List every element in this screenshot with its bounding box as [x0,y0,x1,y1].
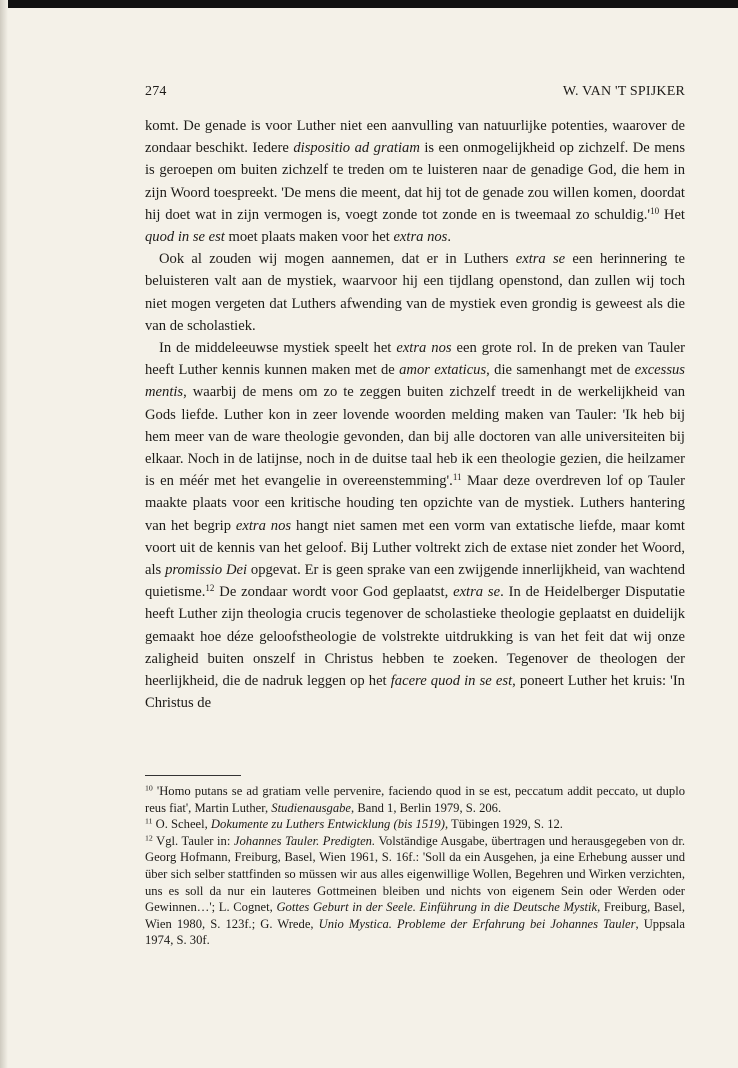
text-run: 'Homo putans se ad gratiam velle pervenire, faciendo quod in se est, peccatum addit peccato, ut duplo reus fiat', Martin Luther, [145,784,685,815]
text-run: De zondaar wordt voor God geplaatst, [214,584,454,601]
italic-term: extra nos [396,340,452,357]
text-run: , Tübingen 1929, S. 12. [444,817,563,832]
text-run: hangt niet samen met een vorm van extatische liefde, maar komt voort uit de kennis van het geloof. Bij Luther voltrekt zich de extase niet zonder het Woord, als [145,517,685,579]
text-run: , Band 1, Berlin 1979, S. 206. [351,800,502,815]
footnote-ref: 11 [145,816,153,826]
text-run: Maar deze overdreven lof op Tauler maakte plaats voor een kritische houding ten opzichte van de mystiek. Luthers hantering van het begrip [145,473,685,534]
footnote-ref: 12 [145,833,153,843]
text-run: Het [659,206,685,223]
italic-term: excessus mentis [145,362,685,401]
footnote-ref: 10 [145,783,153,793]
paragraph [145,115,685,248]
footnotes [145,783,685,949]
footnote [145,833,685,949]
italic-term: extra se [515,251,566,268]
text-run: Vgl. Tauler in: [152,833,234,848]
text-run: komt. De genade is voor Luther niet een aanvulling van natuurlijke potenties, waarover de zondaar beschikt. Iedere [145,118,685,157]
text-run: is een onmogelijkheid op zichzelf. De mens is geroepen om buiten zichzelf te treden om te luisteren naar de genadige God, die hem in zijn Woord toespreekt. 'De mens die meent, dat hij tot de genade zou willen komen, doordat hij doet wat in zijn vermogen is, voegt zonde tot zonde en is tweemaal zo schuldig.' [145,140,686,223]
text-run: Volständige Ausgabe, übertragen und herausgegeben von dr. Georg Hofmann, Freiburg, Basel, Wien 1961, S. 16f.: 'Soll da ein Ausgehen, ja eine Erhebung ausser und über sich selber stattfinden so müssen wir aus alles eigenwillige Wollen, Begehren und Wirken verzichten, uns es soll da nur ein lauteres Gottmeinen bleiben und nichts von eigenem Sein oder Werden oder Gewinnen…'; L. Cognet, [145,833,685,915]
text-run: , waarbij de mens om zo te zeggen buiten zichzelf treedt in de werkelijkheid van Gods liefde. Luther kon in zeer lovende woorden melding maken van Tauler: 'Ik heb bij hem meer van de ware theologie gevonden, dan bij alle doctoren van alle universiteiten bij elkaar. Noch in de latijnse, noch in de duitse taal heb ik een theologie gezien, die heilzamer is en méér met het evangelie in overeenstemming'. [145,384,685,490]
footnote-ref: 11 [452,472,462,483]
text-run: , die samenhangt met de [486,362,635,379]
text-run: opgevat. Er is geen sprake van een zwijgende innerlijkheid, van wachtend quietisme. [145,562,685,601]
text-run: In de middeleeuwse mystiek speelt het [159,340,397,357]
italic-term: extra nos [235,517,292,534]
italic-term: extra se [453,584,501,601]
italic-term: quod in se est [145,229,225,246]
paragraph [145,337,685,714]
running-head-author: W. VAN 'T SPIJKER [562,84,685,99]
footnote-ref: 10 [650,205,660,216]
italic-term: promissio Dei [165,562,248,579]
page-number: 274 [145,84,167,99]
text-run: , Uppsala 1974, S. 30f. [145,916,685,948]
text-run: een herinnering te beluisteren valt aan de mystiek, waarvoor hij een tijdlang openstond, dan zullen wij toch niet mogen vergeten dat Luthers afwending van de mystiek even grondig is geweest als die van de scholastiek. [145,251,686,334]
italic-term: Studienausgabe [271,800,352,815]
paragraph [145,248,685,337]
text-run: O. Scheel, [152,817,211,832]
italic-term: amor extaticus [399,362,487,379]
italic-term: Gottes Geburt in der Seele. Einführung in die Deutsche Mystik [276,900,598,915]
footnote-rule [145,775,241,776]
scan-left-shadow [0,0,8,1068]
footnote [145,816,685,833]
italic-term: Unio Mystica. Probleme der Erfahrung bei Johannes Tauler [318,916,636,931]
italic-term: dispositio ad gratiam [293,140,420,157]
text-run: , Freiburg, Basel, Wien 1980, S. 123f.; G. Wrede, [145,900,685,931]
italic-term: facere quod in se est [390,673,513,690]
text-run: . [447,229,452,246]
body-text [145,115,685,714]
italic-term: extra nos [393,229,448,246]
scan-top-border [0,0,738,8]
text-run: Ook al zouden wij mogen aannemen, dat er in Luthers [159,251,516,268]
text-run: moet plaats maken voor het [224,229,394,246]
italic-term: Dokumente zu Luthers Entwicklung (bis 1519) [210,817,445,832]
footnote [145,783,685,816]
text-run: , poneert Luther het kruis: 'In Christus de [145,673,685,712]
running-header [145,84,685,100]
footnote-ref: 12 [205,583,215,594]
text-run: een grote rol. In de preken van Tauler heeft Luther kennis kunnen maken met de [145,340,685,379]
text-run: . In de Heidelberger Disputatie heeft Luther zijn theologia crucis tegenover de scholastieke theologie geplaatst en duidelijk gemaakt hoe déze geloofstheologie de volstrekte uitdrukking is van het feit dat wij onze zaligheid buiten onszelf in Christus hebben te zoeken. Tegenover de theologen der heerlijkheid, die de nadruk leggen op het [145,584,685,690]
italic-term: Johannes Tauler. Predigten. [233,833,376,848]
